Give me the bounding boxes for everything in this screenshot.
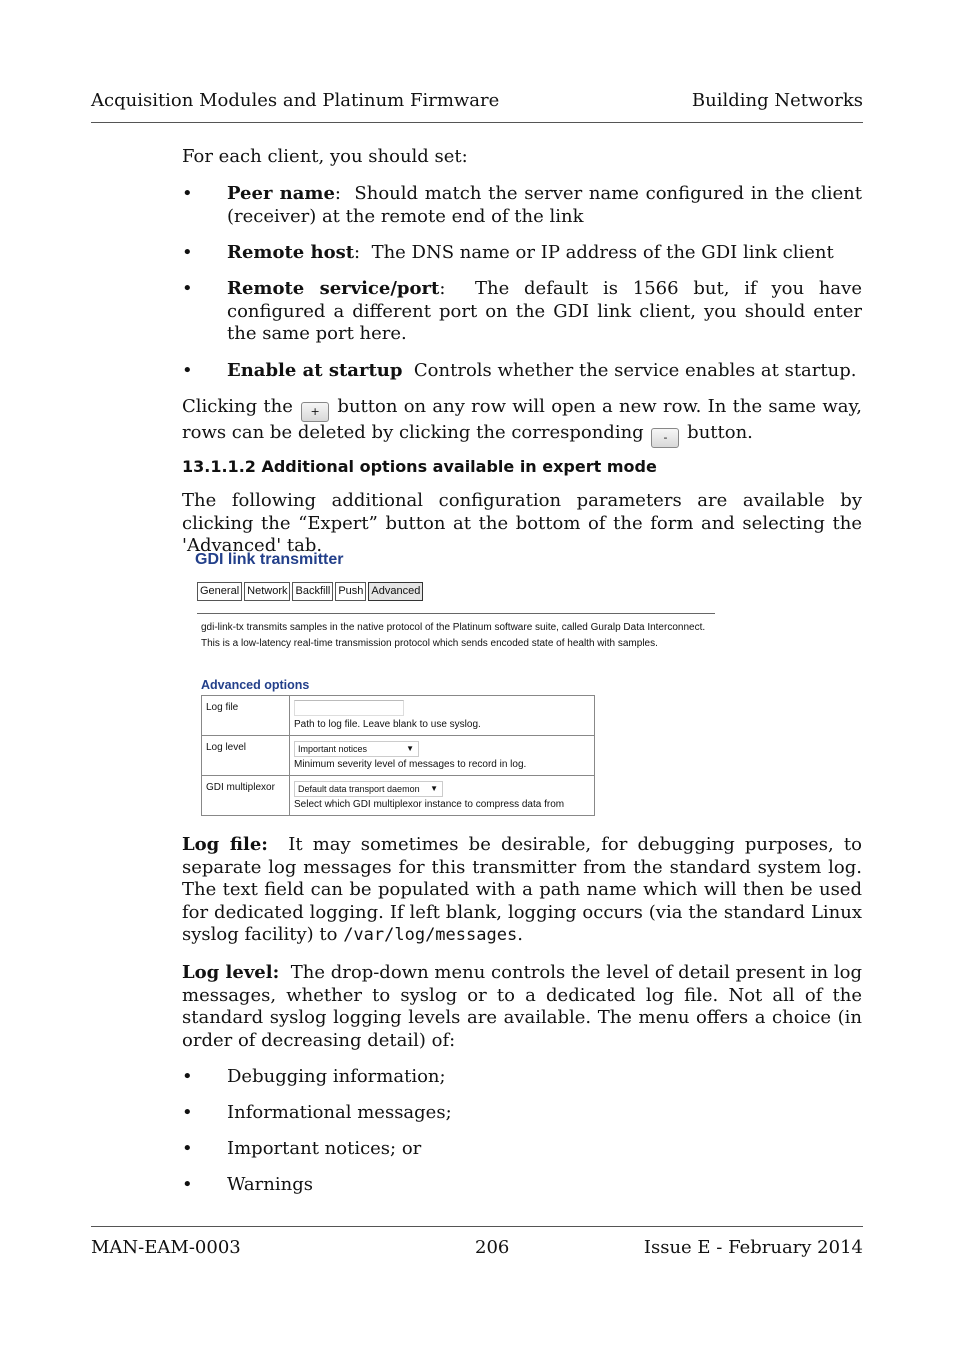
tab-backfill[interactable]: Backfill xyxy=(292,582,333,601)
expert-paragraph: The following additional configuration parameters are available by clicking the “Expert” button at the bottom of the form and selecting the 'Advanced' tab. xyxy=(182,490,862,556)
figure-description: gdi-link-tx transmits samples in the native protocol of the Platinum software suite, called Guralp Data Interconnect. This is a low-latency real-time transmission protocol which sends encoded state of health with samples. xyxy=(201,622,706,649)
figure-title: GDI link transmitter xyxy=(195,551,344,568)
page-header xyxy=(91,90,863,123)
bullet-separator: : xyxy=(354,242,361,263)
level-text: Warnings xyxy=(227,1174,313,1195)
option-help: Path to log file. Leave blank to use syslog. xyxy=(294,719,481,730)
tab-bar xyxy=(197,581,425,601)
level-text: Debugging information; xyxy=(227,1066,446,1087)
option-help: Select which GDI multiplexor instance to compress data from xyxy=(294,799,565,810)
bullet-term: Remote service/port xyxy=(227,278,440,299)
bullet-dot: • xyxy=(182,278,193,299)
clicking-text-2: button on any row will open a new row. In the same way, rows can be deleted by clicking the corresponding xyxy=(182,396,862,443)
table-row xyxy=(202,776,595,816)
log-file-paragraph xyxy=(182,834,862,947)
tab-network[interactable]: Network xyxy=(244,582,290,601)
tab-advanced[interactable]: Advanced xyxy=(368,582,423,601)
option-label: Log level xyxy=(202,736,290,776)
tab-general[interactable]: General xyxy=(197,582,242,601)
gdi-multiplexor-select[interactable] xyxy=(294,781,443,797)
bullet-dot: • xyxy=(182,1102,193,1123)
paragraph-term: Log file: xyxy=(182,834,268,855)
select-value: Important notices xyxy=(298,744,368,754)
remove-row-button: - xyxy=(651,428,679,448)
level-text: Informational messages; xyxy=(227,1102,452,1123)
chevron-down-icon: ▼ xyxy=(406,744,414,753)
chevron-down-icon: ▼ xyxy=(430,784,438,793)
advanced-options-title: Advanced options xyxy=(201,678,310,692)
bullet-dot: • xyxy=(182,360,193,381)
bullet-dot: • xyxy=(182,1174,193,1195)
header-chapter-title: Building Networks xyxy=(691,90,863,111)
log-file-input[interactable] xyxy=(294,700,404,716)
page-number: 206 xyxy=(475,1237,510,1258)
option-control-cell xyxy=(290,776,595,816)
select-value: Default data transport daemon xyxy=(298,784,420,794)
add-row-button: + xyxy=(301,402,329,422)
section-heading: 13.1.1.2 Additional options available in expert mode xyxy=(182,457,657,476)
bullet-separator: : xyxy=(439,278,446,299)
header-document-title: Acquisition Modules and Platinum Firmware xyxy=(91,90,500,111)
table-row xyxy=(202,696,595,736)
paragraph-end: . xyxy=(517,924,523,945)
table-row xyxy=(202,736,595,776)
bullet-text: Controls whether the service enables at startup. xyxy=(413,360,857,381)
figure-divider xyxy=(197,613,715,614)
option-control-cell xyxy=(290,736,595,776)
screenshot-figure xyxy=(192,545,722,820)
bullet-dot: • xyxy=(182,242,193,263)
paragraph-term: Log level: xyxy=(182,962,280,983)
bullet-dot: • xyxy=(182,1066,193,1087)
clicking-text-3: button. xyxy=(687,422,753,443)
option-control-cell xyxy=(290,696,595,736)
paragraph-text: It may sometimes be desirable, for debugging purposes, to separate log messages for this transmitter from the standard system log. The text field can be populated with a path name which will then be used for dedicated logging. If left blank, logging occurs (via the standard Linux syslog facility) to xyxy=(182,834,862,945)
bullet-term: Enable at startup xyxy=(227,360,403,381)
bullet-text: The DNS name or IP address of the GDI link client xyxy=(371,242,834,263)
bullet-term: Remote host xyxy=(227,242,355,263)
clicking-paragraph xyxy=(182,396,862,448)
clicking-text-1: Clicking the xyxy=(182,396,293,417)
log-path: /var/log/messages xyxy=(343,925,518,945)
bullet-text: The default is 1566 but, if you have configured a different port on the GDI link client, you should enter the same port here. xyxy=(227,278,862,344)
footer-issue: Issue E - February 2014 xyxy=(643,1237,863,1258)
bullet-separator: : xyxy=(334,183,341,204)
bullet-text: Should match the server name configured in the client (receiver) at the remote end of the link xyxy=(227,183,862,227)
level-text: Important notices; or xyxy=(227,1138,422,1159)
option-help: Minimum severity level of messages to record in log. xyxy=(294,759,527,770)
tab-push[interactable]: Push xyxy=(335,582,366,601)
log-level-paragraph xyxy=(182,962,862,1052)
bullet-term: Peer name xyxy=(227,183,335,204)
option-label: GDI multiplexor xyxy=(202,776,290,816)
page-footer xyxy=(91,1226,863,1261)
bullet-dot: • xyxy=(182,183,193,204)
bullet-dot: • xyxy=(182,1138,193,1159)
advanced-options-table xyxy=(201,695,595,816)
footer-document-id: MAN-EAM-0003 xyxy=(91,1237,241,1258)
intro-paragraph: For each client, you should set: xyxy=(182,146,468,167)
option-label: Log file xyxy=(202,696,290,736)
paragraph-text: The drop-down menu controls the level of detail present in log messages, whether to syslog or to a dedicated log file. Not all of the standard syslog logging levels are available. The menu offers a choice (in order of decreasing detail) of: xyxy=(182,962,863,1051)
log-level-select[interactable] xyxy=(294,741,419,757)
